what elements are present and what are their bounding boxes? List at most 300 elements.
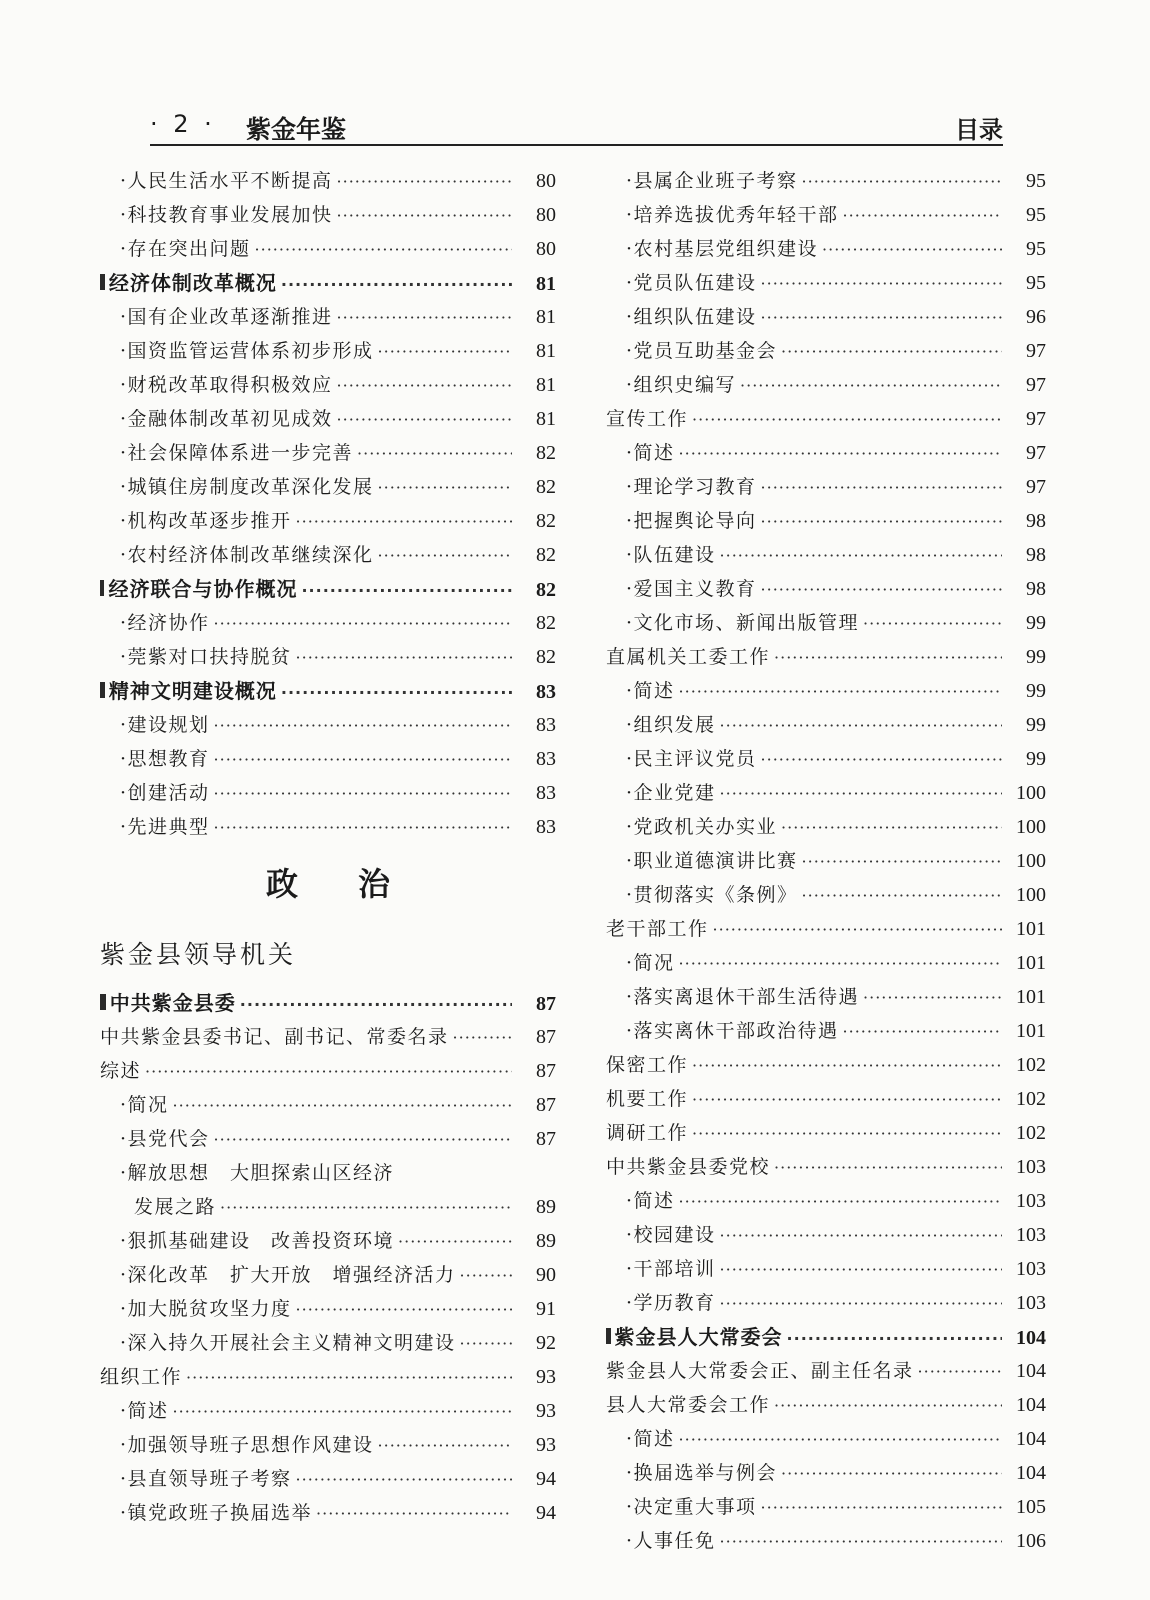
entry-title: ·民主评议党员 [626, 748, 757, 770]
toc-entry[interactable] [606, 1490, 1046, 1524]
entry-title: 组织工作 [100, 1366, 183, 1388]
black-square-icon [100, 274, 105, 290]
entry-page-number: 87 [536, 993, 556, 1015]
entry-page-number: 104 [1016, 1462, 1046, 1484]
entry-title: ·农村经济体制改革继续深化 [120, 544, 374, 566]
entry-page-number: 80 [536, 238, 556, 260]
dot-leader [374, 1429, 512, 1463]
entry-page-number: 95 [1026, 204, 1046, 226]
entry-title: 紫金县人大常委会 [614, 1325, 783, 1349]
dot-leader [798, 845, 1002, 879]
entry-title: 中共紫金县委党校 [606, 1156, 771, 1178]
entry-title: 发展之路 [134, 1196, 217, 1218]
entry-page-number: 99 [1026, 612, 1046, 634]
entry-title: ·先进典型 [120, 816, 210, 838]
toc-entry[interactable] [100, 164, 556, 198]
toc-entry[interactable] [100, 436, 556, 470]
toc-entry[interactable] [100, 1394, 556, 1428]
dot-leader [456, 1327, 512, 1361]
entry-page-number: 99 [1026, 646, 1046, 668]
dot-leader [374, 471, 512, 505]
toc-entry[interactable] [606, 1286, 1046, 1320]
toc-entry[interactable] [606, 436, 1046, 470]
toc-entry[interactable] [606, 198, 1046, 232]
dot-leader [292, 505, 512, 539]
toc-entry-continuation[interactable] [100, 1190, 556, 1224]
toc-entry[interactable] [606, 708, 1046, 742]
entry-title: ·简况 [120, 1094, 169, 1116]
toc-section-entry[interactable] [606, 1082, 1046, 1116]
toc-section-entry[interactable] [606, 912, 1046, 946]
toc-entry[interactable] [606, 572, 1046, 606]
entry-page-number: 103 [1016, 1224, 1046, 1246]
entry-title: ·贯彻落实《条例》 [626, 884, 798, 906]
entry-page-number: 98 [1026, 544, 1046, 566]
dot-leader [818, 233, 1002, 267]
entry-page-number: 102 [1016, 1088, 1046, 1110]
toc-entry[interactable] [100, 368, 556, 402]
entry-title: ·狠抓基础建设 改善投资环境 [120, 1230, 395, 1252]
dot-leader [716, 1219, 1002, 1253]
toc-entry[interactable] [606, 538, 1046, 572]
entry-title: 紫金县人大常委会正、副主任名录 [606, 1360, 914, 1382]
entry-title: ·解放思想 大胆探索山区经济 [120, 1162, 395, 1184]
entry-page-number: 82 [536, 612, 556, 634]
entry-page-number: 87 [536, 1060, 556, 1082]
entry-title: ·存在突出问题 [120, 238, 251, 260]
entry-title: ·县属企业班子考察 [626, 170, 798, 192]
entry-page-number: 97 [1026, 340, 1046, 362]
entry-title: 县人大常委会工作 [606, 1394, 771, 1416]
entry-title: ·干部培训 [626, 1258, 716, 1280]
dot-leader [757, 573, 1002, 607]
dot-leader [716, 1525, 1002, 1559]
dot-leader [757, 267, 1002, 301]
dot-leader [394, 1225, 512, 1259]
page-header [150, 104, 1003, 146]
entry-title: 中共紫金县委 [109, 991, 236, 1015]
dot-leader [333, 403, 512, 437]
toc-entry[interactable] [606, 1184, 1046, 1218]
entry-page-number: 82 [536, 442, 556, 464]
dot-leader [757, 301, 1002, 335]
entry-title: ·理论学习教育 [626, 476, 757, 498]
entry-title: ·组织发展 [626, 714, 716, 736]
entry-page-number: 87 [536, 1094, 556, 1116]
entry-title: ·镇党政班子换届选举 [120, 1502, 313, 1524]
entry-page-number: 105 [1016, 1496, 1046, 1518]
entry-title: ·培养选拔优秀年轻干部 [626, 204, 839, 226]
toc-right-column [606, 164, 1046, 1558]
page-number: · 2 · [150, 110, 216, 138]
entry-title: ·加强领导班子思想作风建设 [120, 1434, 374, 1456]
entry-page-number: 100 [1016, 850, 1046, 872]
dot-leader [210, 1123, 512, 1157]
entry-title: 直属机关工委工作 [606, 646, 771, 668]
toc-entry[interactable] [606, 878, 1046, 912]
entry-page-number: 101 [1016, 1020, 1046, 1042]
toc-entry[interactable] [100, 1088, 556, 1122]
toc-entry[interactable] [606, 946, 1046, 980]
entry-page-number: 104 [1016, 1428, 1046, 1450]
dot-leader [798, 165, 1002, 199]
dot-leader [277, 268, 512, 302]
entry-page-number: 100 [1016, 884, 1046, 906]
toc-entry[interactable] [100, 470, 556, 504]
entry-page-number: 99 [1026, 680, 1046, 702]
entry-title: ·人民生活水平不断提高 [120, 170, 333, 192]
entry-page-number: 83 [536, 816, 556, 838]
dot-leader [839, 1015, 1002, 1049]
dot-leader [292, 1293, 512, 1327]
entry-page-number: 82 [536, 544, 556, 566]
entry-page-number: 87 [536, 1128, 556, 1150]
entry-title: ·思想教育 [120, 748, 210, 770]
toc-entry[interactable] [100, 1122, 556, 1156]
toc-entry[interactable] [100, 1292, 556, 1326]
entry-title: ·爱国主义教育 [626, 578, 757, 600]
toc-section-entry[interactable] [606, 640, 1046, 674]
entry-page-number: 82 [536, 510, 556, 532]
dot-leader [675, 1423, 1002, 1457]
toc-entry[interactable] [606, 1524, 1046, 1558]
toc-entry[interactable] [100, 538, 556, 572]
entry-title: ·简况 [626, 952, 675, 974]
entry-page-number: 83 [536, 748, 556, 770]
section-name: 目录 [955, 116, 1003, 144]
entry-title: 综述 [100, 1060, 142, 1082]
toc-entry[interactable] [100, 810, 556, 844]
toc-entry[interactable] [100, 334, 556, 368]
dot-leader [716, 709, 1002, 743]
toc-entry[interactable] [606, 1422, 1046, 1456]
dot-leader [169, 1395, 512, 1429]
part-title: 政治 [265, 865, 450, 903]
dot-leader [688, 1049, 1002, 1083]
entry-page-number: 83 [536, 782, 556, 804]
dot-leader [333, 301, 512, 335]
dot-leader [210, 709, 512, 743]
entry-title: ·国有企业改革逐渐推进 [120, 306, 333, 328]
entry-page-number: 103 [1016, 1258, 1046, 1280]
entry-page-number: 102 [1016, 1122, 1046, 1144]
toc-entry[interactable] [606, 300, 1046, 334]
entry-page-number: 103 [1016, 1292, 1046, 1314]
dot-leader [839, 199, 1002, 233]
toc-entry[interactable] [606, 810, 1046, 844]
toc-section-entry[interactable] [606, 402, 1046, 436]
toc-left-column [100, 164, 556, 1530]
dot-leader [236, 988, 512, 1022]
entry-page-number: 97 [1026, 476, 1046, 498]
dot-leader [216, 1191, 512, 1225]
entry-page-number: 91 [536, 1298, 556, 1320]
entry-page-number: 90 [536, 1264, 556, 1286]
entry-title: ·农村基层党组织建设 [626, 238, 819, 260]
toc-entry[interactable] [606, 368, 1046, 402]
entry-page-number: 81 [536, 306, 556, 328]
entry-page-number: 100 [1016, 816, 1046, 838]
toc-section-entry[interactable] [606, 1388, 1046, 1422]
toc-section-entry[interactable] [606, 1048, 1046, 1082]
entry-page-number: 94 [536, 1502, 556, 1524]
entry-title: ·企业党建 [626, 782, 716, 804]
dot-leader [675, 1185, 1002, 1219]
entry-title: ·组织队伍建设 [626, 306, 757, 328]
dot-leader [859, 607, 1002, 641]
entry-title: 老干部工作 [606, 918, 709, 940]
toc-entry[interactable] [100, 1326, 556, 1360]
toc-section-entry[interactable] [100, 1054, 556, 1088]
entry-page-number: 82 [536, 476, 556, 498]
toc-entry[interactable] [100, 1462, 556, 1496]
toc-entry[interactable] [100, 1224, 556, 1258]
entry-page-number: 83 [536, 714, 556, 736]
dot-leader [251, 233, 512, 267]
dot-leader [770, 1151, 1002, 1185]
entry-page-number: 98 [1026, 578, 1046, 600]
dot-leader [770, 641, 1002, 675]
dot-leader [374, 539, 512, 573]
entry-title: ·加大脱贫攻坚力度 [120, 1298, 292, 1320]
entry-title: 宣传工作 [606, 408, 689, 430]
dot-leader [736, 369, 1002, 403]
dot-leader [675, 947, 1002, 981]
toc-entry[interactable] [606, 980, 1046, 1014]
entry-title: ·深入持久开展社会主义精神文明建设 [120, 1332, 456, 1354]
entry-page-number: 95 [1026, 272, 1046, 294]
toc-section-entry[interactable] [606, 1116, 1046, 1150]
black-square-icon [100, 994, 106, 1010]
dot-leader [182, 1361, 512, 1395]
dot-leader [374, 335, 512, 369]
dot-leader [449, 1021, 512, 1055]
dot-leader [456, 1259, 512, 1293]
dot-leader [210, 777, 512, 811]
entry-page-number: 95 [1026, 170, 1046, 192]
entry-title: ·党政机关办实业 [626, 816, 778, 838]
toc-entry[interactable] [606, 742, 1046, 776]
dot-leader [688, 1117, 1002, 1151]
toc-entry[interactable] [606, 606, 1046, 640]
entry-page-number: 97 [1026, 442, 1046, 464]
toc-chapter-entry[interactable] [606, 1320, 1046, 1354]
entry-title: ·简述 [626, 442, 675, 464]
entry-page-number: 93 [536, 1400, 556, 1422]
entry-title: ·创建活动 [120, 782, 210, 804]
dot-leader [757, 743, 1002, 777]
toc-entry[interactable] [606, 1456, 1046, 1490]
toc-entry[interactable] [100, 402, 556, 436]
dot-leader [210, 811, 512, 845]
entry-page-number: 106 [1016, 1530, 1046, 1552]
toc-chapter-entry[interactable] [100, 572, 556, 606]
entry-page-number: 81 [536, 273, 556, 295]
toc-entry[interactable] [100, 232, 556, 266]
dot-leader [709, 913, 1002, 947]
toc-entry[interactable] [606, 1014, 1046, 1048]
entry-page-number: 103 [1016, 1190, 1046, 1212]
toc-entry[interactable] [606, 674, 1046, 708]
entry-page-number: 82 [536, 579, 556, 601]
entry-page-number: 96 [1026, 306, 1046, 328]
entry-page-number: 98 [1026, 510, 1046, 532]
entry-page-number: 94 [536, 1468, 556, 1490]
dot-leader [333, 199, 512, 233]
entry-page-number: 103 [1016, 1156, 1046, 1178]
dot-leader [688, 403, 1002, 437]
entry-title: ·简述 [626, 1190, 675, 1212]
entry-page-number: 81 [536, 340, 556, 362]
entry-title: ·莞紫对口扶持脱贫 [120, 646, 292, 668]
toc-entry[interactable] [606, 266, 1046, 300]
entry-page-number: 104 [1016, 1394, 1046, 1416]
dot-leader [777, 811, 1002, 845]
entry-title: ·队伍建设 [626, 544, 716, 566]
dot-leader [312, 1497, 512, 1531]
toc-entry[interactable] [606, 776, 1046, 810]
entry-title: ·经济协作 [120, 612, 210, 634]
entry-page-number: 80 [536, 170, 556, 192]
entry-page-number: 99 [1026, 714, 1046, 736]
entry-title: ·组织史编写 [626, 374, 737, 396]
dot-leader [210, 743, 512, 777]
entry-page-number: 101 [1016, 986, 1046, 1008]
dot-leader [210, 607, 512, 641]
entry-title: ·城镇住房制度改革深化发展 [120, 476, 374, 498]
toc-entry[interactable] [100, 1258, 556, 1292]
entry-title: ·社会保障体系进一步完善 [120, 442, 354, 464]
dot-leader [716, 539, 1002, 573]
dot-leader [333, 165, 512, 199]
toc-entry[interactable] [606, 1218, 1046, 1252]
entry-title: 精神文明建设概况 [108, 679, 277, 703]
toc-entry[interactable] [100, 776, 556, 810]
black-square-icon [100, 682, 105, 698]
entry-title: ·落实离退休干部生活待遇 [626, 986, 860, 1008]
entry-title: 机要工作 [606, 1088, 689, 1110]
dot-leader [716, 1253, 1002, 1287]
book-title: 紫金年鉴 [246, 115, 347, 144]
toc-entry[interactable] [100, 1428, 556, 1462]
dot-leader [141, 1055, 512, 1089]
toc-entry[interactable] [100, 742, 556, 776]
entry-page-number: 97 [1026, 408, 1046, 430]
dot-leader [798, 879, 1002, 913]
entry-title: ·县直领导班子考察 [120, 1468, 292, 1490]
entry-title: ·职业道德演讲比赛 [626, 850, 798, 872]
entry-title: ·国资监管运营体系初步形成 [120, 340, 374, 362]
toc-entry[interactable] [100, 1496, 556, 1530]
entry-title: ·深化改革 扩大开放 增强经济活力 [120, 1264, 456, 1286]
toc-entry-wrapped[interactable] [100, 1156, 556, 1190]
entry-title: ·文化市场、新闻出版管理 [626, 612, 860, 634]
dot-leader [914, 1355, 1002, 1389]
organization-heading: 紫金县领导机关 [100, 940, 297, 969]
entry-page-number: 101 [1016, 918, 1046, 940]
dot-leader [688, 1083, 1002, 1117]
entry-title: ·换届选举与例会 [626, 1462, 778, 1484]
toc-chapter-entry[interactable] [100, 674, 556, 708]
dot-leader [675, 675, 1002, 709]
dot-leader [783, 1322, 1002, 1356]
entry-title: ·落实离休干部政治待遇 [626, 1020, 839, 1042]
dot-leader [757, 505, 1002, 539]
entry-page-number: 81 [536, 408, 556, 430]
entry-page-number: 81 [536, 374, 556, 396]
entry-page-number: 93 [536, 1366, 556, 1388]
entry-page-number: 82 [536, 646, 556, 668]
toc-entry[interactable] [100, 708, 556, 742]
dot-leader [859, 981, 1002, 1015]
toc-entry[interactable] [100, 300, 556, 334]
toc-section-entry[interactable] [606, 1150, 1046, 1184]
entry-page-number: 92 [536, 1332, 556, 1354]
toc-entry[interactable] [606, 232, 1046, 266]
toc-entry[interactable] [100, 198, 556, 232]
dot-leader [757, 1491, 1002, 1525]
entry-title: ·党员互助基金会 [626, 340, 778, 362]
entry-title: ·机构改革逐步推开 [120, 510, 292, 532]
entry-title: ·人事任免 [626, 1530, 716, 1552]
dot-leader [675, 437, 1002, 471]
entry-page-number: 89 [536, 1196, 556, 1218]
entry-page-number: 100 [1016, 782, 1046, 804]
entry-title: ·校园建设 [626, 1224, 716, 1246]
toc-entry[interactable] [606, 470, 1046, 504]
entry-page-number: 83 [536, 681, 556, 703]
entry-title: 中共紫金县委书记、副书记、常委名录 [100, 1026, 449, 1048]
entry-title: ·简述 [120, 1400, 169, 1422]
toc-entry[interactable] [100, 606, 556, 640]
toc-entry[interactable] [100, 504, 556, 538]
toc-chapter-entry[interactable] [100, 986, 556, 1020]
entry-page-number: 95 [1026, 238, 1046, 260]
entry-page-number: 87 [536, 1026, 556, 1048]
entry-title: 经济联合与协作概况 [108, 577, 298, 601]
dot-leader [716, 1287, 1002, 1321]
entry-page-number: 97 [1026, 374, 1046, 396]
entry-title: ·把握舆论导向 [626, 510, 757, 532]
dot-leader [777, 335, 1002, 369]
toc-section-entry[interactable] [100, 1360, 556, 1394]
toc-chapter-entry[interactable] [100, 266, 556, 300]
dot-leader [716, 777, 1002, 811]
entry-title: ·财税改革取得积极效应 [120, 374, 333, 396]
entry-page-number: 99 [1026, 748, 1046, 770]
entry-title: ·县党代会 [120, 1128, 210, 1150]
toc-entry[interactable] [606, 844, 1046, 878]
toc-entry[interactable] [606, 504, 1046, 538]
entry-title: 经济体制改革概况 [108, 271, 277, 295]
black-square-icon [606, 1328, 611, 1344]
toc-entry[interactable] [606, 1252, 1046, 1286]
dot-leader [333, 369, 512, 403]
toc-section-entry[interactable] [100, 1020, 556, 1054]
entry-page-number: 89 [536, 1230, 556, 1252]
toc-section-entry[interactable] [606, 1354, 1046, 1388]
toc-entry[interactable] [606, 334, 1046, 368]
entry-page-number: 102 [1016, 1054, 1046, 1076]
entry-page-number: 93 [536, 1434, 556, 1456]
toc-entry[interactable] [100, 640, 556, 674]
entry-title: 调研工作 [606, 1122, 689, 1144]
entry-title: ·建设规划 [120, 714, 210, 736]
dot-leader [297, 574, 512, 608]
toc-entry[interactable] [606, 164, 1046, 198]
entry-page-number: 104 [1016, 1327, 1046, 1349]
black-square-icon [100, 580, 104, 596]
